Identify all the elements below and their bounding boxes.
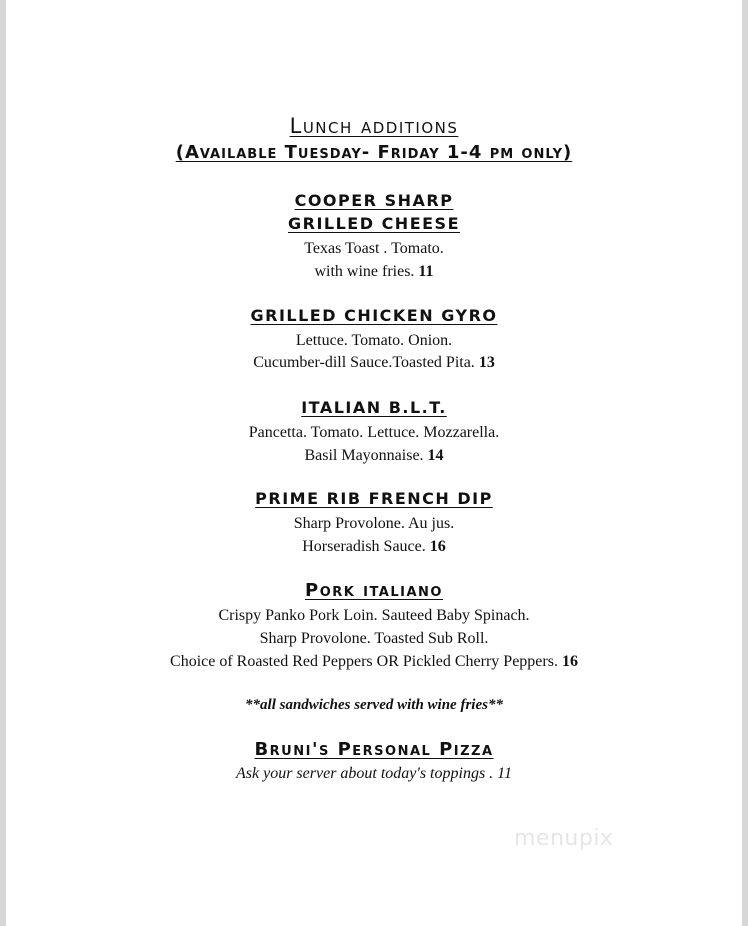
item-desc: Basil Mayonnaise. 14	[304, 447, 444, 464]
item-price: 11	[497, 765, 512, 782]
menu-subtitle: (Available Tuesday- Friday 1-4 pm only)	[175, 142, 573, 163]
item-price: 13	[478, 354, 495, 371]
item-name-grilled-chicken-gyro: GRILLED CHICKEN GYRO	[250, 306, 498, 325]
item-name-italian-blt: ITALIAN B.L.T.	[301, 398, 447, 417]
item-desc: Pancetta. Tomato. Lettuce. Mozzarella.	[248, 424, 500, 441]
item-name-brunis-personal-pizza: Bruni's Personal Pizza	[254, 739, 494, 760]
item-price: 16	[429, 538, 446, 555]
item-desc: Texas Toast . Tomato.	[304, 240, 444, 257]
sandwich-note: **all sandwiches served with wine fries**	[245, 697, 503, 713]
item-price: 11	[418, 263, 434, 280]
item-name-cooper-sharp: COOPER SHARP	[294, 191, 454, 210]
item-desc: Sharp Provolone. Au jus.	[293, 515, 455, 532]
item-name-grilled-cheese: GRILLED CHEESE	[287, 214, 461, 233]
item-price: 14	[427, 447, 444, 464]
item-price: 16	[561, 653, 578, 670]
item-desc: Choice of Roasted Red Peppers OR Pickled Cherry Peppers. 16	[170, 653, 578, 670]
item-desc: with wine fries. 11	[314, 263, 434, 280]
item-desc: Lettuce. Tomato. Onion.	[295, 332, 453, 349]
item-desc: Horseradish Sauce. 16	[302, 538, 446, 555]
item-desc: Cucumber-dill Sauce.Toasted Pita. 13	[253, 354, 495, 371]
item-name-pork-italiano: Pork italiano	[305, 580, 443, 601]
item-desc: Sharp Provolone. Toasted Sub Roll.	[259, 630, 489, 647]
menu-title: Lunch additions	[289, 114, 459, 138]
pizza-desc: Ask your server about today's toppings . 11	[236, 765, 512, 782]
item-desc: Crispy Panko Pork Loin. Sauteed Baby Spinach.	[218, 607, 530, 624]
item-name-prime-rib-french-dip: PRIME RIB FRENCH DIP	[255, 489, 493, 508]
menupix-watermark: menupix	[514, 826, 614, 851]
